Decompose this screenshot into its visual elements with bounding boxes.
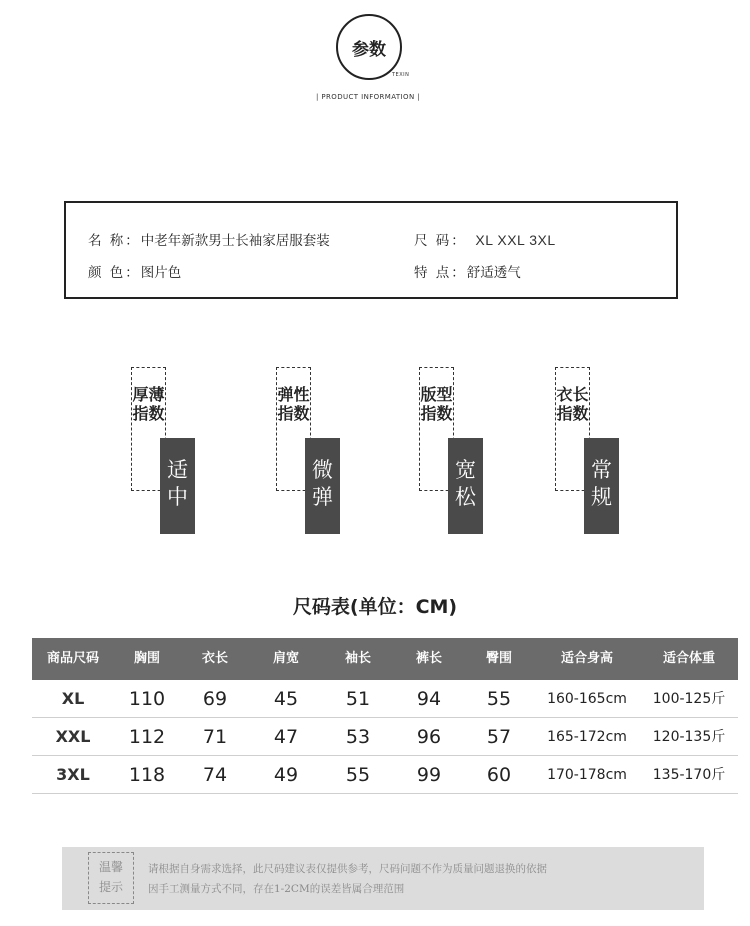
table-cell: 51 <box>345 688 371 710</box>
size-table-title: 尺码表(单位：CM) <box>292 596 458 618</box>
table-cell: 69 <box>202 688 228 710</box>
table-cell: 99 <box>416 764 442 786</box>
header-cell: 肩宽 <box>272 651 299 666</box>
product-info-box <box>64 201 678 299</box>
parameters-seal <box>336 14 402 80</box>
index-fit <box>419 367 519 537</box>
info-feature <box>414 261 521 281</box>
table-cell: 94 <box>416 688 442 710</box>
table-cell: 135-170斤 <box>652 767 726 783</box>
tips-stamp-top: 温馨 <box>98 860 123 874</box>
index-label: 版型指数 <box>420 385 453 423</box>
table-cell: XL <box>61 689 85 708</box>
index-length <box>555 367 655 537</box>
info-color <box>88 261 181 281</box>
table-cell: 53 <box>345 726 371 748</box>
index-value: 适中 <box>167 458 188 509</box>
table-cell: 165-172cm <box>547 729 627 745</box>
color-label: 颜 色： <box>88 265 141 281</box>
table-cell: XXL <box>55 727 91 746</box>
table-cell: 57 <box>486 726 512 748</box>
table-cell: 60 <box>486 764 512 786</box>
table-row <box>32 718 738 756</box>
tips-line-2: 因手工测量方式不同，存在1-2CM的误差皆属合理范围 <box>148 883 405 895</box>
size-label: 尺 码： <box>414 233 467 249</box>
tips-line-1: 请根据自身需求选择，此尺码建议表仅提供参考，尺码问题不作为质量问题退换的依据 <box>148 863 547 875</box>
index-elasticity <box>276 367 376 537</box>
table-cell: 49 <box>273 764 299 786</box>
table-cell: 170-178cm <box>547 767 627 783</box>
table-cell: 74 <box>202 764 228 786</box>
header-cell: 胸围 <box>133 651 160 666</box>
seal-text: 参数 <box>352 39 386 60</box>
info-name <box>88 229 330 249</box>
table-cell: 112 <box>128 726 166 748</box>
table-row <box>32 756 738 794</box>
table-cell: 55 <box>345 764 371 786</box>
seal-subtext: TEXIN <box>392 72 410 78</box>
index-label: 弹性指数 <box>277 385 310 423</box>
index-thickness <box>131 367 231 537</box>
header-cell: 臀围 <box>485 651 512 666</box>
index-label: 衣长指数 <box>556 385 589 423</box>
table-cell: 118 <box>128 764 166 786</box>
tips-text <box>148 859 693 899</box>
color-value: 图片色 <box>140 265 182 281</box>
name-label: 名 称： <box>88 233 141 249</box>
size-table-header <box>32 638 738 680</box>
index-value: 宽松 <box>455 458 476 509</box>
index-value: 常规 <box>591 458 612 509</box>
tips-stamp <box>88 852 134 904</box>
header-cell: 商品尺码 <box>46 651 99 666</box>
header-cell: 裤长 <box>415 651 442 666</box>
row-divider <box>32 793 738 794</box>
table-cell: 55 <box>486 688 512 710</box>
table-cell: 110 <box>128 688 166 710</box>
index-label: 厚薄指数 <box>132 385 165 423</box>
table-cell: 96 <box>416 726 442 748</box>
tips-banner <box>62 847 704 910</box>
product-information-label: | PRODUCT INFORMATION | <box>316 93 420 101</box>
table-cell: 71 <box>202 726 228 748</box>
header-cell: 袖长 <box>344 651 371 666</box>
table-cell: 45 <box>273 688 299 710</box>
size-value: XL XXL 3XL <box>475 232 556 248</box>
info-size <box>414 229 556 249</box>
header-cell: 适合身高 <box>560 651 613 666</box>
index-value: 微弹 <box>312 458 333 509</box>
name-value: 中老年新款男士长袖家居服套装 <box>140 233 330 249</box>
table-cell: 3XL <box>56 765 90 784</box>
feature-label: 特 点： <box>414 265 467 281</box>
header-cell: 适合体重 <box>662 651 715 666</box>
table-cell: 47 <box>273 726 299 748</box>
table-row <box>32 680 738 718</box>
tips-stamp-bottom: 提示 <box>98 880 123 894</box>
header-cell: 衣长 <box>201 651 228 666</box>
table-cell: 120-135斤 <box>652 729 726 745</box>
table-cell: 100-125斤 <box>652 691 726 707</box>
feature-value: 舒适透气 <box>466 265 521 281</box>
table-cell: 160-165cm <box>547 691 627 707</box>
